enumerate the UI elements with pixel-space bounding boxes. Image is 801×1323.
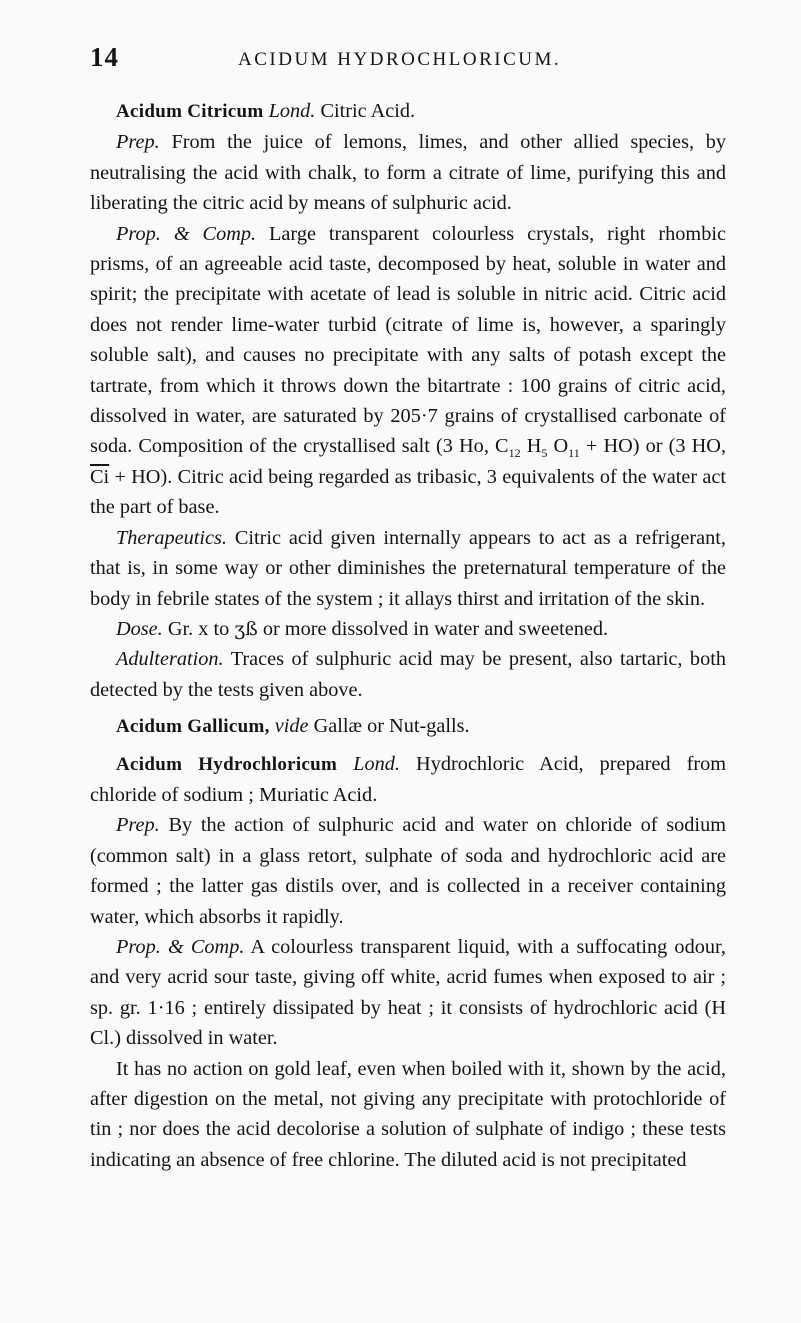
gallicum-title: Acidum Gallicum,	[116, 716, 270, 738]
citric-therapeutics-text: Citric acid given internally appears to act as a refrigerant, that is, in some way or other diminishes the preternatural temperature of the body in febrile states of the system ; it allays thirst and irritation of the skin.	[90, 526, 726, 610]
hydrochloricum-prop-text: A colourless transparent liquid, with a suffocating odour, and very acrid sour taste, giving off white, acrid fumes when exposed to air ; sp. gr. 1·16 ; entirely dissipated by heat ; it consists of hydrochloric acid (H Cl.) dissolved in water.	[90, 935, 726, 1050]
page-number: 14	[90, 42, 119, 72]
hydrochloricum-heading	[90, 749, 726, 811]
formula-carbon: C	[495, 435, 509, 458]
hydrochloricum-prep-label: Prep.	[116, 814, 160, 837]
citric-formula-rest-1: + HO) or (3 HO,	[585, 435, 727, 458]
hydrochloricum-source: Lond.	[353, 752, 400, 775]
citric-prep-label: Prep.	[116, 131, 160, 154]
citric-dose-text-1: Gr. x to	[167, 617, 230, 640]
gallicum-vide: vide	[274, 715, 309, 738]
citric-dose-paragraph	[90, 614, 726, 644]
citric-prop-text-1: Large transparent colourless crystals, right rhombic prisms, of an agreeable acid taste, decomposed by heat, soluble in water and spirit; the precipitate with acetate of lead is soluble in nitric acid. Citric acid does not render lime-water turbid (citrate of lime is, however, a sparingly soluble salt), and causes no precipitate with any salts of potash except the tartrate, from which it throws down the bitartrate : 100 grains of citric acid, dissolved in water, are saturated by 205·7 grains of crystallised carbonate of soda. Composition of the crystallised salt (3 Ho,	[90, 222, 726, 458]
formula-oxygen: O	[553, 435, 569, 458]
hydrochloricum-prep-paragraph	[90, 810, 726, 932]
citric-formula	[495, 435, 580, 461]
citric-therapeutics-label: Therapeutics.	[116, 526, 227, 549]
formula-oxygen-count: 11	[568, 446, 580, 461]
citric-prop-text-2: Citric acid being regarded as tribasic, 3 equivalents of the water act the part of base.	[90, 465, 726, 519]
citric-dose-label: Dose.	[116, 617, 163, 640]
page-header	[90, 42, 730, 82]
hydrochloricum-prop-paragraph	[90, 932, 726, 1054]
citric-adulteration-text: Traces of sulphuric acid may be present, also tartaric, both detected by the tests given above.	[90, 648, 726, 701]
hydrochloricum-final-text: It has no action on gold leaf, even when boiled with it, shown by the acid, after digestion on the metal, not giving any precipitate with protochloride of tin ; nor does the acid decolorise a solution of sulphate of indigo ; these tests indicating an absence of free chlorine. The diluted acid is not precipitated	[90, 1057, 726, 1171]
gallicum-text: Gallæ or Nut-galls.	[313, 715, 470, 738]
formula-hydrogen: H	[526, 435, 542, 458]
citric-prep-text: From the juice of lemons, limes, and other allied species, by neutralising the acid with chalk, to form a citrate of lime, purifying this and liberating the citric acid by means of sulphuric acid.	[90, 131, 726, 215]
hydrochloricum-title: Acidum Hydrochloricum	[116, 753, 338, 775]
citric-source: Lond.	[268, 100, 316, 122]
formula-carbon-count: 12	[508, 446, 521, 461]
citric-formula-ci: $\overline{Ci}$	[90, 465, 110, 488]
hydrochloricum-prep-text: By the action of sulphuric acid and water on chloride of sodium (common salt) in a glass retort, sulphate of soda and hydrochloric acid are formed ; the latter gas distils over, and is collected in a receiver containing water, which absorbs it rapidly.	[90, 814, 726, 928]
citric-adulteration-label: Adulteration.	[116, 648, 224, 671]
page-body	[90, 96, 726, 1175]
formula-hydrogen-count: 5	[541, 446, 548, 461]
hydrochloricum-title-text: Hydrochloric Acid, prepared from chloride of sodium ; Muriatic Acid.	[90, 752, 727, 806]
apothecary-drachm-icon: ʒß	[234, 617, 258, 640]
gallicum-paragraph	[90, 711, 726, 742]
citric-prop-label: Prop. & Comp.	[116, 222, 257, 245]
hydrochloricum-final-paragraph	[90, 1054, 726, 1176]
citric-heading	[90, 96, 726, 127]
citric-formula-rest-2: + HO).	[114, 465, 173, 488]
citric-prop-paragraph	[90, 219, 726, 523]
citric-dose-text-2: or more dissolved in water and sweetened.	[262, 617, 609, 640]
citric-adulteration-paragraph	[90, 644, 726, 705]
citric-therapeutics-paragraph	[90, 523, 726, 614]
running-title: ACIDUM HYDROCHLORICUM.	[238, 49, 562, 70]
citric-prep-paragraph	[90, 127, 726, 218]
citric-title: Acidum Citricum	[116, 101, 264, 122]
hydrochloricum-prop-label: Prop. & Comp.	[116, 935, 245, 958]
citric-english-name: Citric Acid.	[320, 100, 416, 122]
